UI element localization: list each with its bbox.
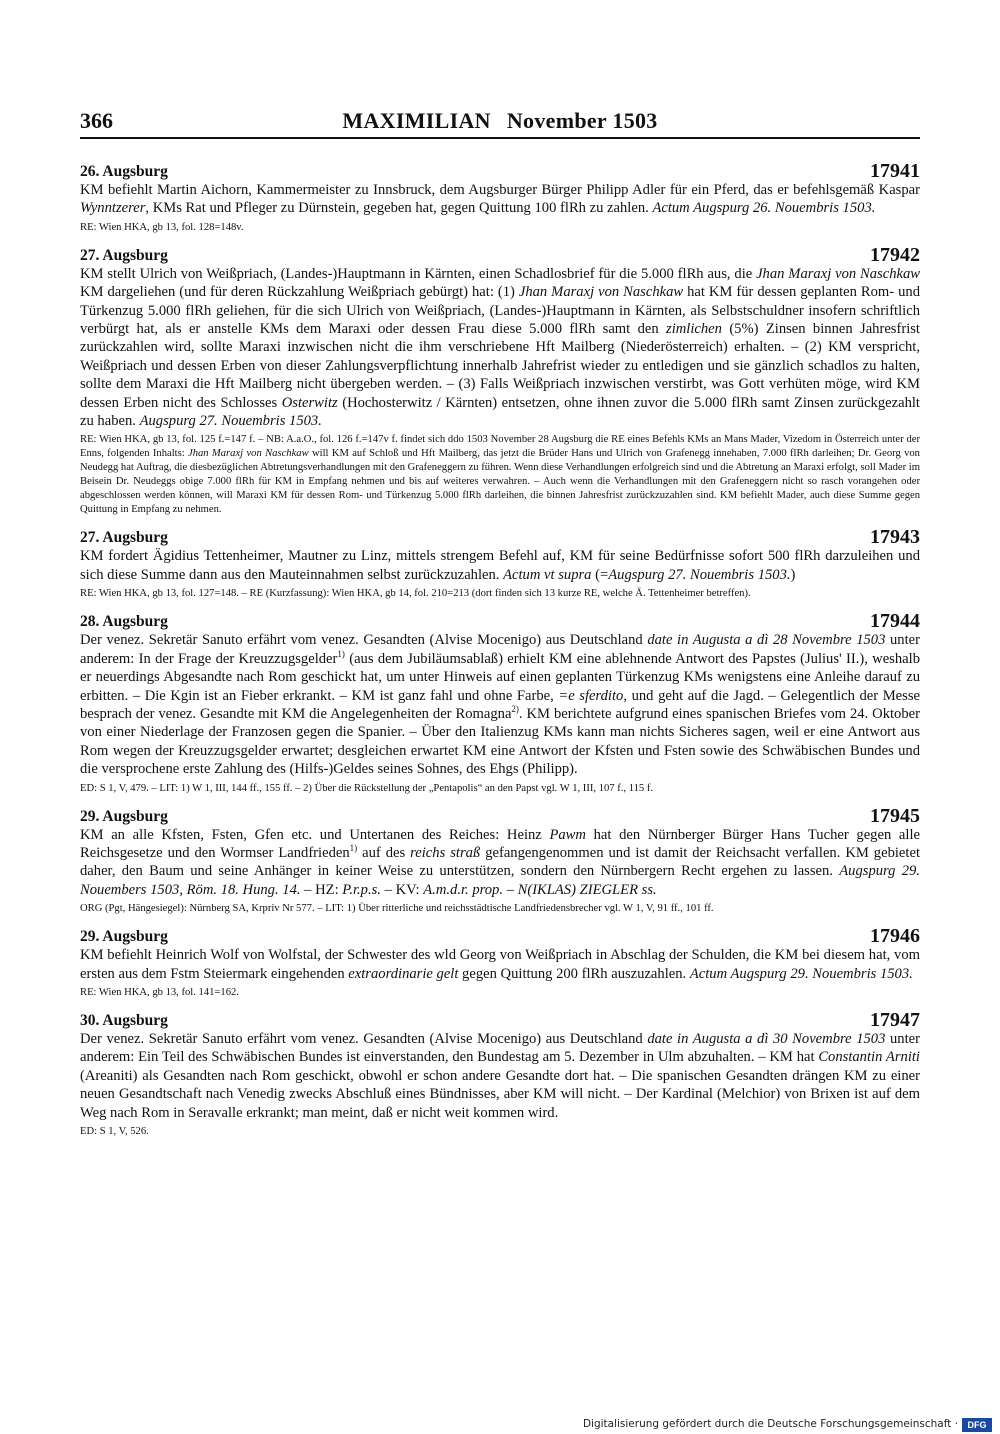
italic-text: zimlichen [666, 321, 722, 338]
regest-entry [80, 526, 920, 601]
text-run: KM befiehlt Heinrich Wolf von Wolfstal, der Schwester des wld Georg von Weißpriach in Abschlag der Schulden, die KM bei diesem hat, vom ersten aus dem Fstm Steiermark eingehenden [80, 947, 920, 982]
text-run: – HZ: [300, 881, 343, 898]
footnote-marker: 2) [511, 704, 519, 715]
header-rule [80, 137, 920, 139]
entry-source-note [80, 433, 920, 517]
entry-heading [80, 526, 920, 547]
italic-text: date in Augusta a dì 30 Novembre 1503 [647, 1030, 886, 1047]
entry-body [80, 826, 920, 900]
text-run: ORG (Pgt, Hängesiegel): Nürnberg SA, Krpriv Nr 577. – LIT: 1) Über ritterliche und reichsstädtische Landfriedensbrecher vgl. W 1, V, 91 ff., 101 ff. [80, 903, 714, 915]
entry-source-note [80, 587, 920, 601]
text-run: ) [790, 566, 796, 583]
text-run: – [503, 881, 518, 898]
entry-body [80, 631, 920, 778]
italic-text: Augspurg 27. Nouembris 1503. [139, 413, 322, 430]
text-run: KM befiehlt Martin Aichorn, Kammermeister zu Innsbruck, dem Augsburger Bürger Philipp Adler für ein Pferd, das er befehlsgemäß Kaspar [80, 182, 920, 198]
text-run: , und geht auf die Jagd. – Gelegentlich der Messe besprach der venez. Gesandte mit KM die Angelegenheiten der Romagna [80, 687, 920, 722]
regest-entry [80, 925, 920, 1000]
running-title-name: MAXIMILIAN [342, 108, 491, 133]
text-run: Der venez. Sekretär Sanuto erfährt vom venez. Gesandten (Alvise Mocenigo) aus Deutschland [80, 632, 648, 649]
text-run: (aus dem Jubiläumsablaß) erhielt KM eine ablehnende Antwort des Papstes (Julius' II.), weshalb er neuerdings Abgesandte nach Rom geschickt hat, um unter Hinweis auf einen geplanten Türkenzug KMs wenigstens eine Anleihe darauf zu erbitten. – Die Kgin ist an Fieber erkrankt. – KM ist ganz fahl und ohne Farbe, [80, 650, 920, 704]
regest-entry [80, 610, 920, 795]
entry-body [80, 181, 920, 218]
footnote-marker: 1) [349, 843, 358, 854]
entry-date-place: 29. Augsburg [80, 928, 168, 946]
text-run: (5%) Zinsen binnen Jahresfrist zurückzahlen wird, sollte Maraxi inzwischen nicht die ihm verschriebene Hft Mailberg (Niederösterreich) erhalten. – (2) KM verspricht, Weißpriach und dessen Erben von dieser Zahlungsverpflichtung innerhalb Jahrefrist wieder zu entledigen und sie gänzlich schadlos zu halten, sollte dem Maraxi die Hft Mailberg nicht übergeben werden. – (3) Falls Weißpriach inzwischen verstirbt, was Gott verhüten möge, wird KM dessen Erben nicht des Schlosses [80, 321, 920, 411]
text-run: unter anderem: In der Frage der Kreuzzugsgelder [80, 632, 920, 667]
text-run: Der venez. Sekretär Sanuto erfährt vom venez. Gesandten (Alvise Mocenigo) aus Deutschland [80, 1030, 648, 1047]
entry-heading [80, 160, 920, 181]
regest-entry [80, 244, 920, 518]
text-run: RE: Wien HKA, gb 13, fol. 127=148. – RE (Kurzfassung): Wien HKA, gb 14, fol. 210=213 (dort finden sich 13 kurze RE, welche Ä. Tettenheimer betreffen). [80, 588, 751, 600]
text-run: , KMs Rat und Pfleger zu Dürnstein, gegeben hat, gegen Quittung 100 flRh zu zahlen. [145, 200, 653, 217]
footnote-marker: 1) [337, 648, 345, 659]
entry-body [80, 265, 920, 431]
italic-text: reichs straß [410, 844, 481, 861]
entry-body [80, 547, 920, 584]
page-footer [0, 1416, 1000, 1434]
dfg-logo: DFG [962, 1418, 992, 1432]
entry-heading [80, 925, 920, 946]
entry-date-place: 27. Augsburg [80, 529, 168, 547]
italic-text: Jhan Maraxj von Naschkaw [756, 265, 921, 282]
italic-text: Augspurg 27. Nouembris 1503. [608, 566, 791, 583]
text-run: RE: Wien HKA, gb 13, fol. 128=148v. [80, 221, 244, 233]
entry-heading [80, 1009, 920, 1030]
entry-source-note [80, 782, 920, 796]
regest-entry [80, 805, 920, 917]
text-run: KM dargeliehen (und für deren Rückzahlung Weißpriach gebürgt) hat: (1) [80, 284, 519, 301]
text-run: (Hochosterwitz / Kärnten) entsetzen, ohne ihnen zuvor die 5.000 flRh samt Zinsen zurückgezahlt zu haben. [80, 394, 920, 430]
page-header [80, 108, 920, 138]
funding-note: Digitalisierung gefördert durch die Deutsche Forschungsgemeinschaft · [582, 1418, 958, 1430]
text-run: ED: S 1, V, 479. – LIT: 1) W 1, III, 144 ff., 155 ff. – 2) Über die Rückstellung der „Pentapolis“ an den Papst vgl. W 1, III, 107 f., 115 f. [80, 782, 654, 794]
entry-date-place: 27. Augsburg [80, 246, 168, 264]
text-run: gefangengenommen und ist damit der Reichsacht verfallen. KM gebietet daher, den Baum und seine Anhänger in keiner Weise zu unterstützen, sondern den Nürnbergern Recht ergehen zu lassen. [80, 844, 920, 880]
entry-date-place: 29. Augsburg [80, 807, 168, 825]
text-run: . KM berichtete aufgrund eines spanischen Briefes vom 24. Oktober von einer Niederlage der Franzosen gegen die Spanier. – Über den Italienzug KMs kann man nichts Sicheres sagen, weil er eine Antwort aus Rom wegen der Kreuzzugsgelder erwartet; desgleichen erwartet KM eine Antwort der Kfsten und Fsten sowie des Schwäbischen Bundes und die versprochene erste Zahlung des (Hilfs-)Geldes seines Sohnes, des Ehgs (Philipp). [80, 705, 920, 778]
text-run: will KM auf Schloß und Hft Mailberg, das jetzt die Brüder Hans und Ulrich von Grafenegg innehaben, 7.000 flRh darleihen; Dr. Georg von Neudegg hat Auftrag, die diesbezüglichen Abtretungsverhandlungen mit den Grafeneggern zu führen. Wenn diese Verhandlungen erfolgreich sind und die Abtretung an Maraxi erfolgt, soll Mader im Beisein Dr. Neudeggs obige 7.000 flRh für KM in Empfang nehmen und bis auf weiteres verwahren. – Auch wenn die Verhandlungen mit den Grafeneggern nicht so rasch vorangehen oder abgeschlossen werden können, will Maraxi KM für dessen Rom- und Türkenzug 5.000 flRh darleihen, die binnen Jahresfrist zurückzuzahlen sind. KM befiehlt Mader, auch diese Summe gegen Quittung in Empfang zu nehmen. [80, 448, 920, 516]
entry-body [80, 1030, 920, 1122]
italic-text: Actum vt supra [503, 566, 592, 583]
entry-number: 17947 [870, 1008, 920, 1031]
entry-number: 17942 [870, 243, 920, 266]
entry-body [80, 946, 920, 983]
text-run: ED: S 1, V, 526. [80, 1126, 149, 1137]
running-title-date: November 1503 [506, 108, 658, 133]
italic-text: A.m.d.r. prop. [423, 881, 503, 898]
entry-source-note [80, 902, 920, 916]
entry-heading [80, 610, 920, 631]
italic-text: date in Augusta a dì 28 Novembre 1503 [647, 632, 886, 649]
italic-text: Wynntzerer [80, 200, 146, 217]
italic-text: =e sferdito [558, 687, 624, 704]
entry-number: 17943 [870, 526, 920, 549]
italic-text: Augspurg 29. Nouembers 1503, Röm. 18. Hung. 14. [80, 863, 920, 898]
entry-date-place: 28. Augsburg [80, 613, 168, 631]
regesta-list [80, 160, 920, 1148]
entry-number: 17946 [870, 925, 920, 948]
text-run: KM fordert Ägidius Tettenheimer, Mautner zu Linz, mittels strengem Befehl auf, KM für seine Bedürfnisse sofort 500 flRh darzuleihen und sich diese Summe dann aus den Mauteinnahmen selbst zurückzuzahlen. [80, 548, 920, 583]
italic-text: Actum Augspurg 29. Nouembris 1503. [689, 965, 913, 982]
entry-date-place: 26. Augsburg [80, 163, 168, 180]
regest-entry [80, 1009, 920, 1139]
text-run: (= [591, 566, 609, 583]
entry-number: 17941 [870, 160, 920, 182]
italic-text: Constantin Arniti [818, 1049, 920, 1066]
italic-text: Pawm [549, 826, 586, 843]
italic-text: extraordinarie gelt [348, 965, 459, 982]
entry-source-note [80, 986, 920, 1000]
entry-number: 17945 [870, 804, 920, 827]
italic-text: Jhan Maraxj von Naschkaw [188, 448, 309, 460]
running-title [80, 108, 920, 134]
italic-text: Actum Augspurg 26. Nouembris 1503. [652, 200, 876, 217]
text-run: hat den Nürnberger Bürger Hans Tucher gegen alle Reichsgesetze und den Wormser Landfrieden [80, 826, 920, 861]
regest-entry [80, 160, 920, 235]
text-run: KM stellt Ulrich von Weißpriach, (Landes-)Hauptmann in Kärnten, einen Schadlosbrief für die 5.000 flRh aus, die [80, 265, 757, 282]
text-run: gegen Quittung 200 flRh auszuzahlen. [458, 965, 690, 982]
page-number: 366 [80, 108, 113, 133]
text-run: hat KM für dessen geplanten Rom- und Türkenzug 5.000 flRh geliehen, für die sich Ulrich von Weißpriach, (Landes-)Hauptmann in Kärnten, als Selbstschuldner insofern schriftlich verbürgt hat, als er anstelle KMs dem Maraxi oder dessen Frau diese 5.000 flRh samt den [80, 284, 920, 338]
entry-heading [80, 805, 920, 826]
text-run: unter anderem: Ein Teil des Schwäbischen Bundes ist einverstanden, den Bundestag am 5. Dezember in Ulm abzuhalten. – KM hat [80, 1030, 920, 1066]
text-run: KM an alle Kfsten, Fsten, Gfen etc. und Untertanen des Reiches: Heinz [80, 826, 550, 843]
entry-heading [80, 244, 920, 265]
text-run: auf des [357, 844, 411, 861]
italic-text: Osterwitz [281, 394, 338, 411]
text-run: (Areaniti) als Gesandten nach Rom geschickt, obwohl er schon andere Gesandte dort hat. – Die spanischen Gesandten drängen KM zu einer neuen Gesandtschaft nach Venedig zwecks Abschluß eines Bündnisses, aber KM will nicht. – Der Kardinal (Melchior) von Brixen ist auf dem Weg nach Rom in Seravalle erkrankt; man meint, daß er nicht weit kommen wird. [80, 1067, 920, 1121]
entry-date-place: 30. Augsburg [80, 1011, 168, 1029]
text-run: RE: Wien HKA, gb 13, fol. 125 f.=147 f. – NB: A.a.O., fol. 126 f.=147v f. findet sich ddo 1503 November 28 Augsburg die RE eines Befehls KMs an Mans Mader, Vizedom in Österreich unter der Enns, folgenden Inhalts: [80, 434, 920, 460]
text-run: RE: Wien HKA, gb 13, fol. 141=162. [80, 986, 239, 998]
entry-source-note [80, 1125, 920, 1139]
text-run: – KV: [380, 881, 424, 898]
italic-text: Jhan Maraxj von Naschkaw [518, 284, 684, 301]
italic-text: P.r.p.s. [342, 881, 381, 898]
entry-source-note [80, 221, 920, 235]
entry-number: 17944 [870, 610, 920, 633]
italic-text: N(IKLAS) ZIEGLER ss. [517, 881, 657, 898]
